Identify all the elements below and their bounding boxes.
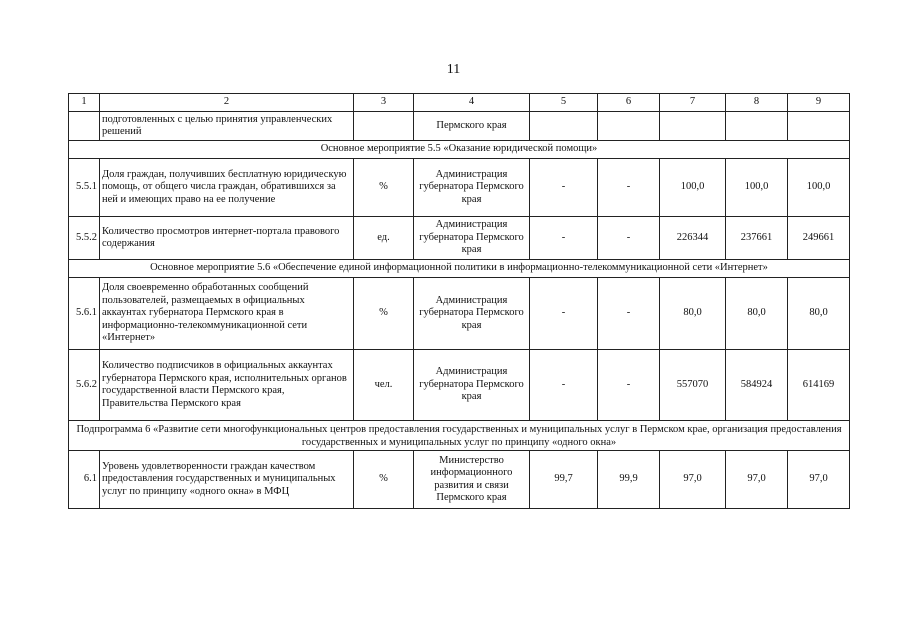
section-title: Основное мероприятие 5.6 «Обеспечение единой информационной политики в информационно-телекоммуникационной сети «Интернет» xyxy=(69,260,850,278)
indicator-name: Количество подписчиков в официальных аккаунтах губернатора Пермского края, исполнительных органов государственной власти Пермского края, Правительства Пермского края xyxy=(100,350,354,421)
header-cell: 3 xyxy=(354,94,414,112)
table-header-row xyxy=(69,94,850,112)
header-cell: 8 xyxy=(726,94,788,112)
value-col8 xyxy=(726,112,788,141)
section-row xyxy=(69,141,850,159)
value-col5: - xyxy=(530,278,598,350)
unit-cell: чел. xyxy=(354,350,414,421)
table-row xyxy=(69,350,850,421)
value-col8: 100,0 xyxy=(726,159,788,217)
value-col9: 97,0 xyxy=(788,451,850,509)
value-col5: 99,7 xyxy=(530,451,598,509)
value-col6: - xyxy=(598,278,660,350)
value-col9: 614169 xyxy=(788,350,850,421)
value-col9 xyxy=(788,112,850,141)
unit-cell: ед. xyxy=(354,217,414,260)
row-number: 5.6.2 xyxy=(69,350,100,421)
value-col6 xyxy=(598,112,660,141)
indicator-name: Доля граждан, получивших бесплатную юридическую помощь, от общего числа граждан, обратившихся за ней и имеющих право на ее получение xyxy=(100,159,354,217)
value-col6: - xyxy=(598,217,660,260)
unit-cell xyxy=(354,112,414,141)
indicators-table xyxy=(68,93,850,509)
header-cell: 5 xyxy=(530,94,598,112)
value-col7: 97,0 xyxy=(660,451,726,509)
responsible-org: Администрация губернатора Пермского края xyxy=(414,217,530,260)
indicator-name: подготовленных с целью принятия управленческих решений xyxy=(100,112,354,141)
responsible-org: Администрация губернатора Пермского края xyxy=(414,159,530,217)
page-number: 11 xyxy=(446,62,461,77)
responsible-org: Пермского края xyxy=(414,112,530,141)
header-cell: 4 xyxy=(414,94,530,112)
unit-cell: % xyxy=(354,278,414,350)
value-col8: 584924 xyxy=(726,350,788,421)
value-col5: - xyxy=(530,217,598,260)
value-col5: - xyxy=(530,159,598,217)
value-col6: 99,9 xyxy=(598,451,660,509)
row-number: 5.5.1 xyxy=(69,159,100,217)
section-title: Основное мероприятие 5.5 «Оказание юридической помощи» xyxy=(69,141,850,159)
table-row xyxy=(69,451,850,509)
responsible-org: Администрация губернатора Пермского края xyxy=(414,350,530,421)
value-col9: 100,0 xyxy=(788,159,850,217)
subprogram-title: Подпрограмма 6 «Развитие сети многофункциональных центров предоставления государственных и муниципальных услуг в Пермском крае, организация предоставления государственных и муниципальных услуг по принципу «одного окна» xyxy=(69,421,850,451)
section-row xyxy=(69,260,850,278)
row-number: 5.5.2 xyxy=(69,217,100,260)
indicator-name: Доля своевременно обработанных сообщений пользователей, размещаемых в официальных аккаунтах губернатора Пермского края в информационно-телекоммуникационной сети «Интернет» xyxy=(100,278,354,350)
value-col7: 557070 xyxy=(660,350,726,421)
value-col7 xyxy=(660,112,726,141)
value-col5 xyxy=(530,112,598,141)
value-col9: 249661 xyxy=(788,217,850,260)
value-col8: 80,0 xyxy=(726,278,788,350)
header-cell: 2 xyxy=(100,94,354,112)
subprogram-row xyxy=(69,421,850,451)
table-row xyxy=(69,112,850,141)
header-cell: 9 xyxy=(788,94,850,112)
value-col6: - xyxy=(598,159,660,217)
header-cell: 1 xyxy=(69,94,100,112)
value-col7: 226344 xyxy=(660,217,726,260)
unit-cell: % xyxy=(354,159,414,217)
table-row xyxy=(69,159,850,217)
row-number xyxy=(69,112,100,141)
value-col6: - xyxy=(598,350,660,421)
header-cell: 6 xyxy=(598,94,660,112)
row-number: 5.6.1 xyxy=(69,278,100,350)
indicator-name: Количество просмотров интернет-портала правового содержания xyxy=(100,217,354,260)
responsible-org: Администрация губернатора Пермского края xyxy=(414,278,530,350)
unit-cell: % xyxy=(354,451,414,509)
header-cell: 7 xyxy=(660,94,726,112)
table-row xyxy=(69,217,850,260)
value-col7: 80,0 xyxy=(660,278,726,350)
indicator-name: Уровень удовлетворенности граждан качеством предоставления государственных и муниципальных услуг по принципу «одного окна» в МФЦ xyxy=(100,451,354,509)
value-col8: 97,0 xyxy=(726,451,788,509)
responsible-org: Министерство информационного развития и связи Пермского края xyxy=(414,451,530,509)
value-col7: 100,0 xyxy=(660,159,726,217)
value-col9: 80,0 xyxy=(788,278,850,350)
value-col5: - xyxy=(530,350,598,421)
row-number: 6.1 xyxy=(69,451,100,509)
value-col8: 237661 xyxy=(726,217,788,260)
table-row xyxy=(69,278,850,350)
